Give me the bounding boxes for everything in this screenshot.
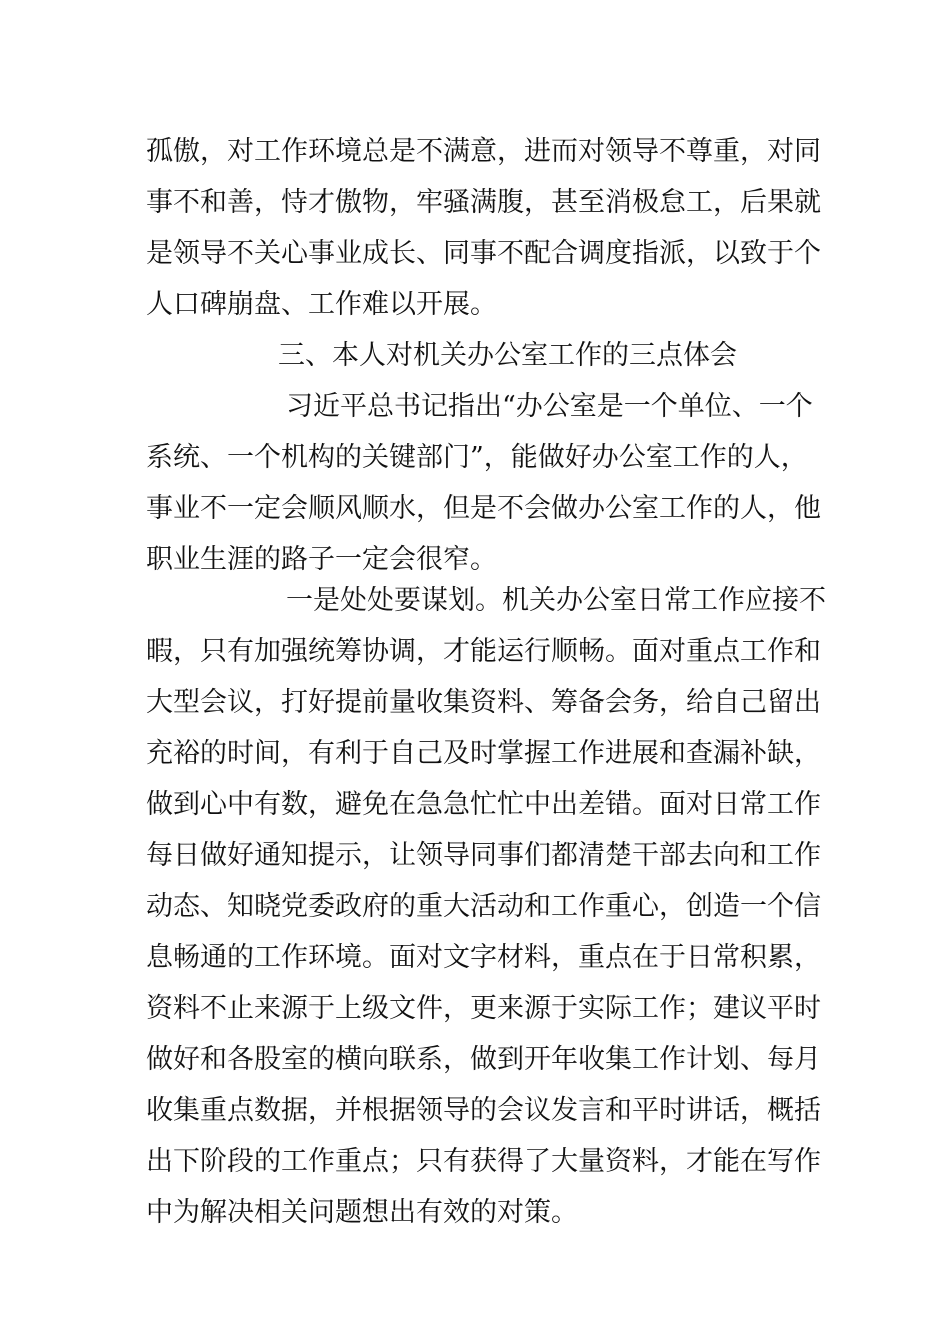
- paragraph-line: 中为解决相关问题想出有效的对策。: [146, 1197, 578, 1228]
- paragraph-line: 事不和善，恃才傲物，牢骚满腹，甚至消极怠工，后果就: [146, 187, 821, 218]
- paragraph-line: 孤傲，对工作环境总是不满意，进而对领导不尊重，对同: [146, 136, 821, 167]
- paragraph-line: 收集重点数据，并根据领导的会议发言和平时讲话，概括: [146, 1095, 821, 1126]
- paragraph-line: 出下阶段的工作重点；只有获得了大量资料，才能在写作: [146, 1146, 821, 1177]
- paragraph-line: 事业不一定会顺风顺水，但是不会做办公室工作的人，他: [146, 493, 821, 524]
- paragraph-line: 做到心中有数，避免在急急忙忙中出差错。面对日常工作: [146, 789, 821, 820]
- paragraph-line: 动态、知晓党委政府的重大活动和工作重心，创造一个信: [146, 891, 821, 922]
- paragraph-line: 每日做好通知提示，让领导同事们都清楚干部去向和工作: [146, 840, 821, 871]
- paragraph-line: 资料不止来源于上级文件，更来源于实际工作；建议平时: [146, 993, 821, 1024]
- section-heading: 三、本人对机关办公室工作的三点体会: [278, 340, 737, 371]
- paragraph-line: 做好和各股室的横向联系，做到开年收集工作计划、每月: [146, 1044, 821, 1075]
- continuation-paragraph: [146, 126, 821, 330]
- paragraph-line: 是领导不关心事业成长、同事不配合调度指派，以致于个: [146, 238, 821, 269]
- paragraph-line: 大型会议，打好提前量收集资料、筹备会务，给自己留出: [146, 687, 821, 718]
- paragraph-line: 职业生涯的路子一定会很窄。: [146, 544, 497, 575]
- paragraph-line: 习近平总书记指出“办公室是一个单位、一个: [286, 391, 813, 422]
- quote-paragraph: [146, 381, 821, 585]
- paragraph-line: 人口碑崩盘、工作难以开展。: [146, 289, 497, 320]
- paragraph-line: 系统、一个机构的关键部门”，能做好办公室工作的人，: [146, 442, 808, 473]
- point-one-paragraph: [146, 575, 826, 1238]
- paragraph-line: 充裕的时间，有利于自己及时掌握工作进展和查漏补缺，: [146, 738, 821, 769]
- paragraph-line: 一是处处要谋划。机关办公室日常工作应接不: [286, 585, 826, 616]
- paragraph-line: 息畅通的工作环境。面对文字材料，重点在于日常积累，: [146, 942, 821, 973]
- paragraph-line: 暇，只有加强统筹协调，才能运行顺畅。面对重点工作和: [146, 636, 821, 667]
